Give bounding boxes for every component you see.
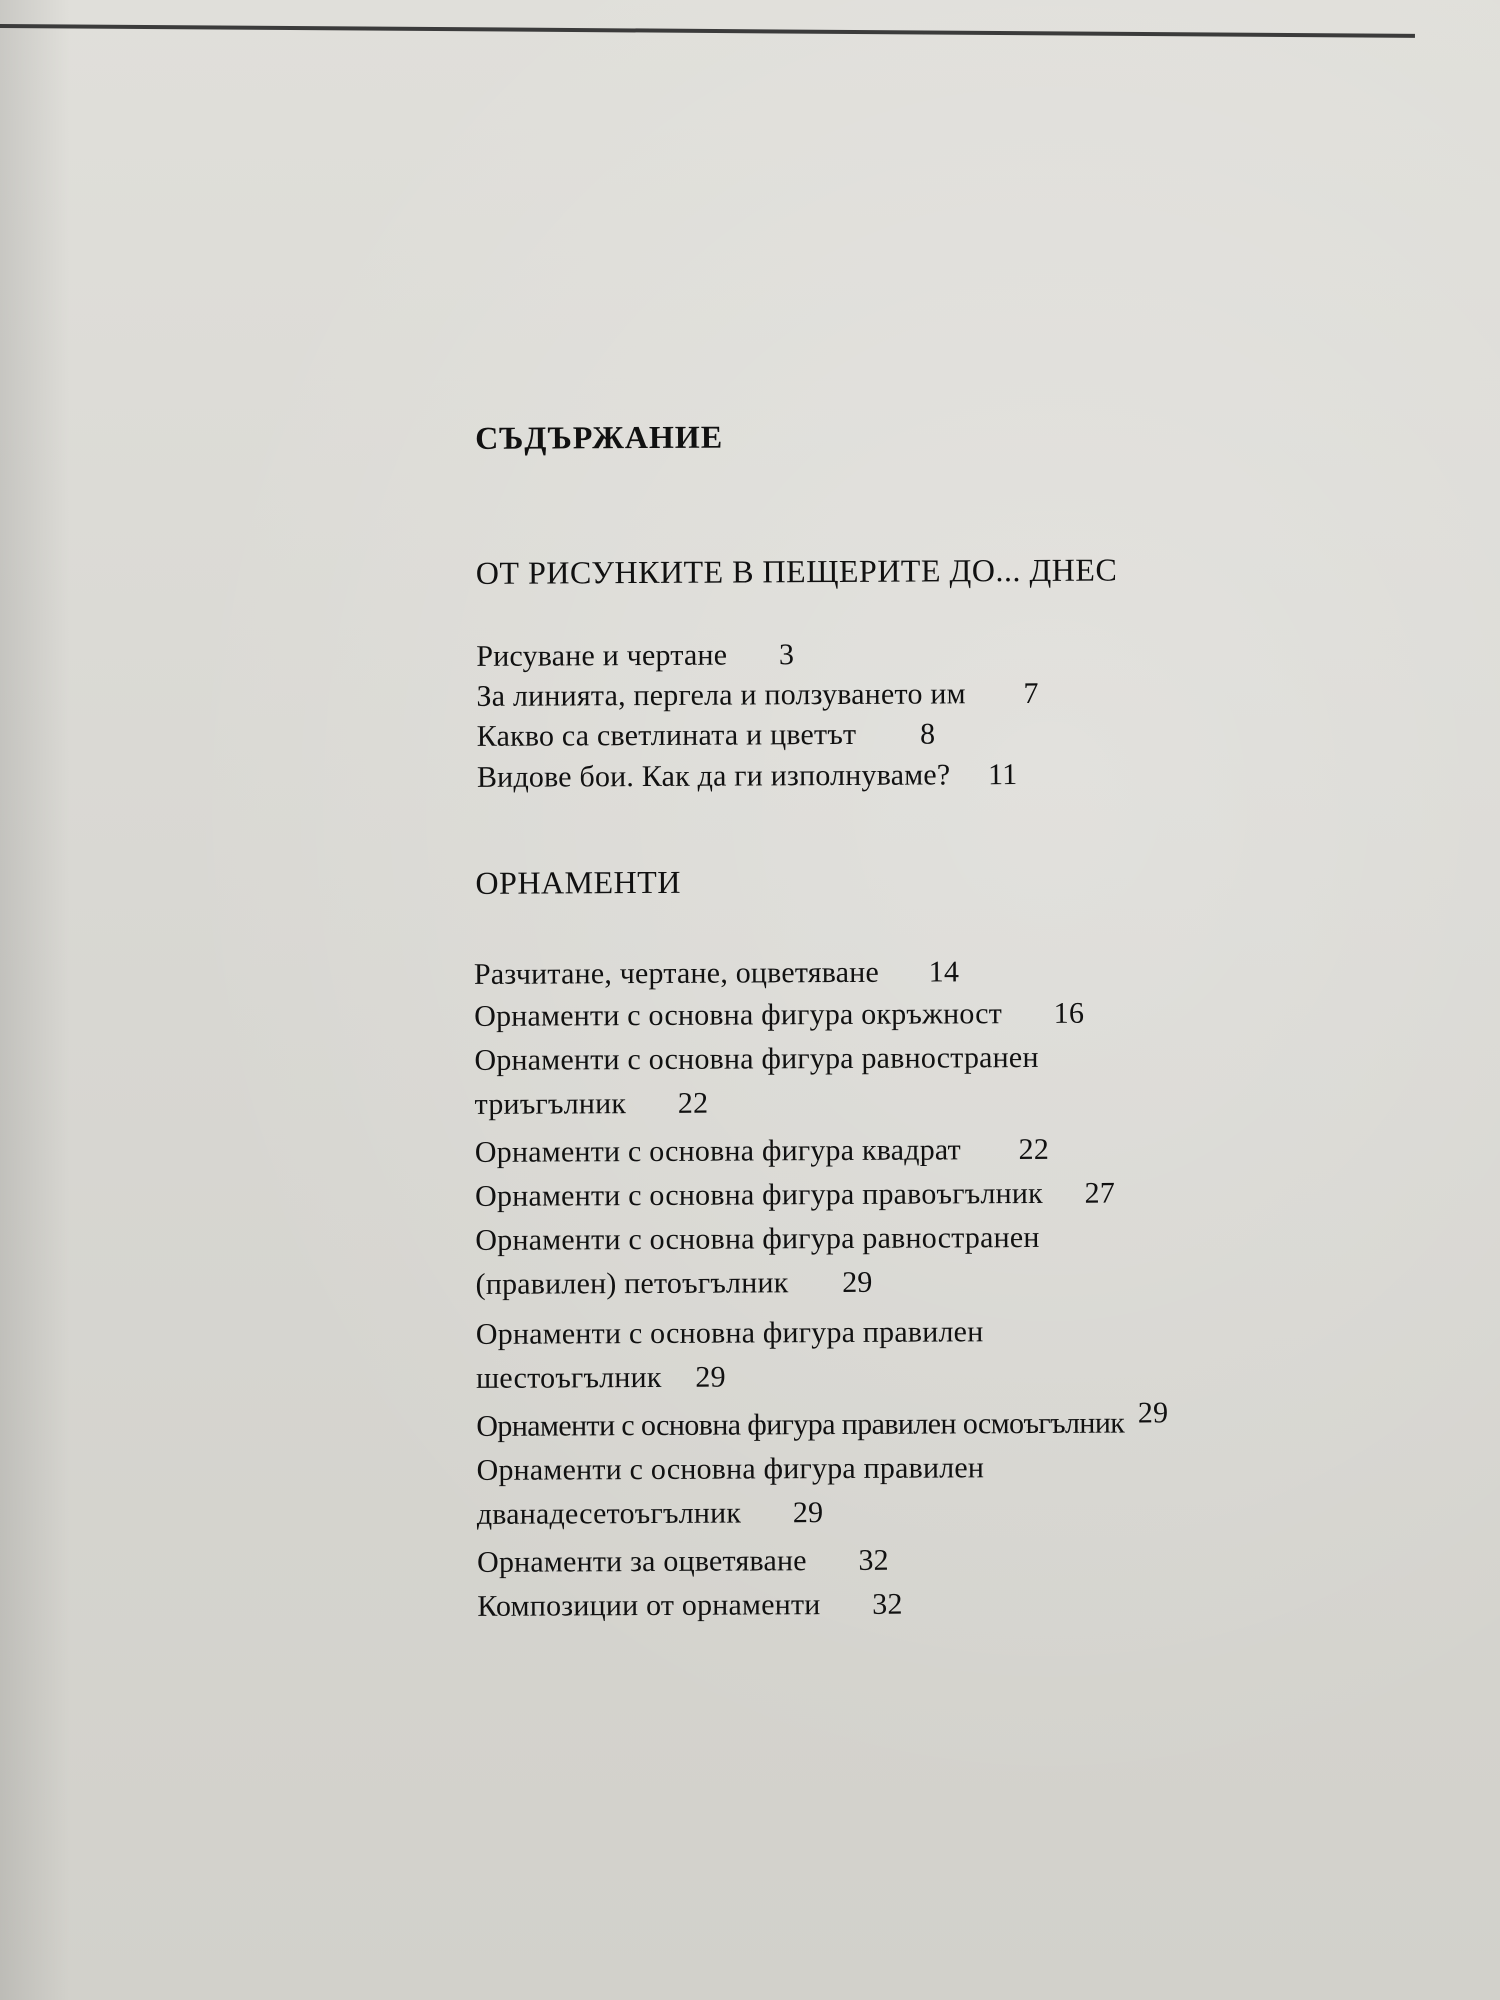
entry-label: Композиции от орнаменти	[477, 1588, 821, 1623]
entry-label-continued: шестоъгълник	[475, 1360, 662, 1395]
toc-entry[interactable]	[476, 1313, 984, 1398]
entry-page-number: 29	[842, 1265, 873, 1299]
toc-entry[interactable]	[477, 1586, 903, 1626]
table-of-contents	[455, 405, 1472, 1710]
toc-entry[interactable]	[476, 1449, 984, 1534]
entry-page-number: 16	[1053, 996, 1085, 1030]
entry-label: Орнаменти с основна фигура квадрат	[474, 1133, 961, 1169]
toc-entry[interactable]	[477, 1542, 889, 1582]
toc-entry[interactable]	[475, 1131, 1049, 1172]
top-rule	[0, 24, 1415, 38]
entry-label-continued: (правилен) петоъгълник	[475, 1266, 789, 1301]
entry-page-number: 32	[858, 1543, 889, 1577]
entry-label: Орнаменти с основна фигура окръжност	[474, 997, 1003, 1033]
entry-page-number: 27	[1084, 1176, 1116, 1210]
toc-entry[interactable]	[476, 675, 1038, 716]
entry-label: Какво са светлината и цветът	[476, 717, 857, 753]
entry-page-number: 32	[872, 1587, 903, 1621]
entry-label-continued: дванадесетоъгълник	[476, 1496, 742, 1531]
entry-label: Разчитане, чертане, оцветяване	[473, 955, 880, 991]
entry-label: Рисуване и чертане	[476, 638, 728, 673]
toc-entry[interactable]	[474, 995, 1084, 1036]
toc-entry[interactable]	[475, 1219, 1040, 1304]
toc-entry[interactable]	[477, 756, 1018, 797]
entry-label: Орнаменти с основна фигура равностранен	[475, 1220, 1040, 1257]
entry-page-number: 29	[695, 1360, 726, 1394]
entry-label: Орнаменти с основна фигура правоъгълник	[475, 1176, 1043, 1213]
entry-page-number: 7	[1023, 676, 1039, 711]
entry-page-number: 14	[928, 955, 960, 989]
entry-label: Орнаменти с основна фигура правилен	[476, 1451, 985, 1487]
toc-entry[interactable]	[477, 715, 936, 755]
entry-label: Орнаменти с основна фигура правилен	[475, 1315, 984, 1351]
entry-page-number: 22	[677, 1086, 709, 1120]
entry-label: За линията, пергела и ползуването им	[476, 677, 966, 713]
entry-label: Видове бои. Как да ги изполнуваме?	[476, 758, 951, 794]
entry-label: Орнаменти с основна фигура правилен осмоъгълник	[476, 1406, 1125, 1443]
spine-shadow	[0, 0, 70, 2000]
toc-entry[interactable]	[476, 636, 794, 676]
entry-page-number: 11	[988, 758, 1018, 792]
entry-page-number: 29	[1137, 1396, 1169, 1430]
toc-entry[interactable]	[474, 1039, 1039, 1124]
toc-title: СЪДЪРЖАНИЕ	[475, 418, 724, 456]
section-heading-1: ОТ РИСУНКИТЕ В ПЕЩЕРИТЕ ДО... ДНЕС	[475, 551, 1118, 591]
entry-page-number: 22	[1018, 1132, 1050, 1167]
toc-entry[interactable]	[474, 953, 959, 994]
entry-label: Орнаменти за оцветяване	[476, 1544, 807, 1579]
section-heading-2: ОРНАМЕНТИ	[475, 863, 681, 901]
toc-entry[interactable]	[476, 1396, 1169, 1446]
entry-label: Орнаменти с основна фигура равностранен	[474, 1040, 1039, 1077]
entry-page-number: 29	[792, 1496, 824, 1530]
toc-entry[interactable]	[475, 1175, 1115, 1216]
entry-label-continued: триъгълник	[474, 1087, 627, 1121]
entry-page-number: 8	[919, 717, 936, 751]
entry-page-number: 3	[778, 638, 795, 672]
